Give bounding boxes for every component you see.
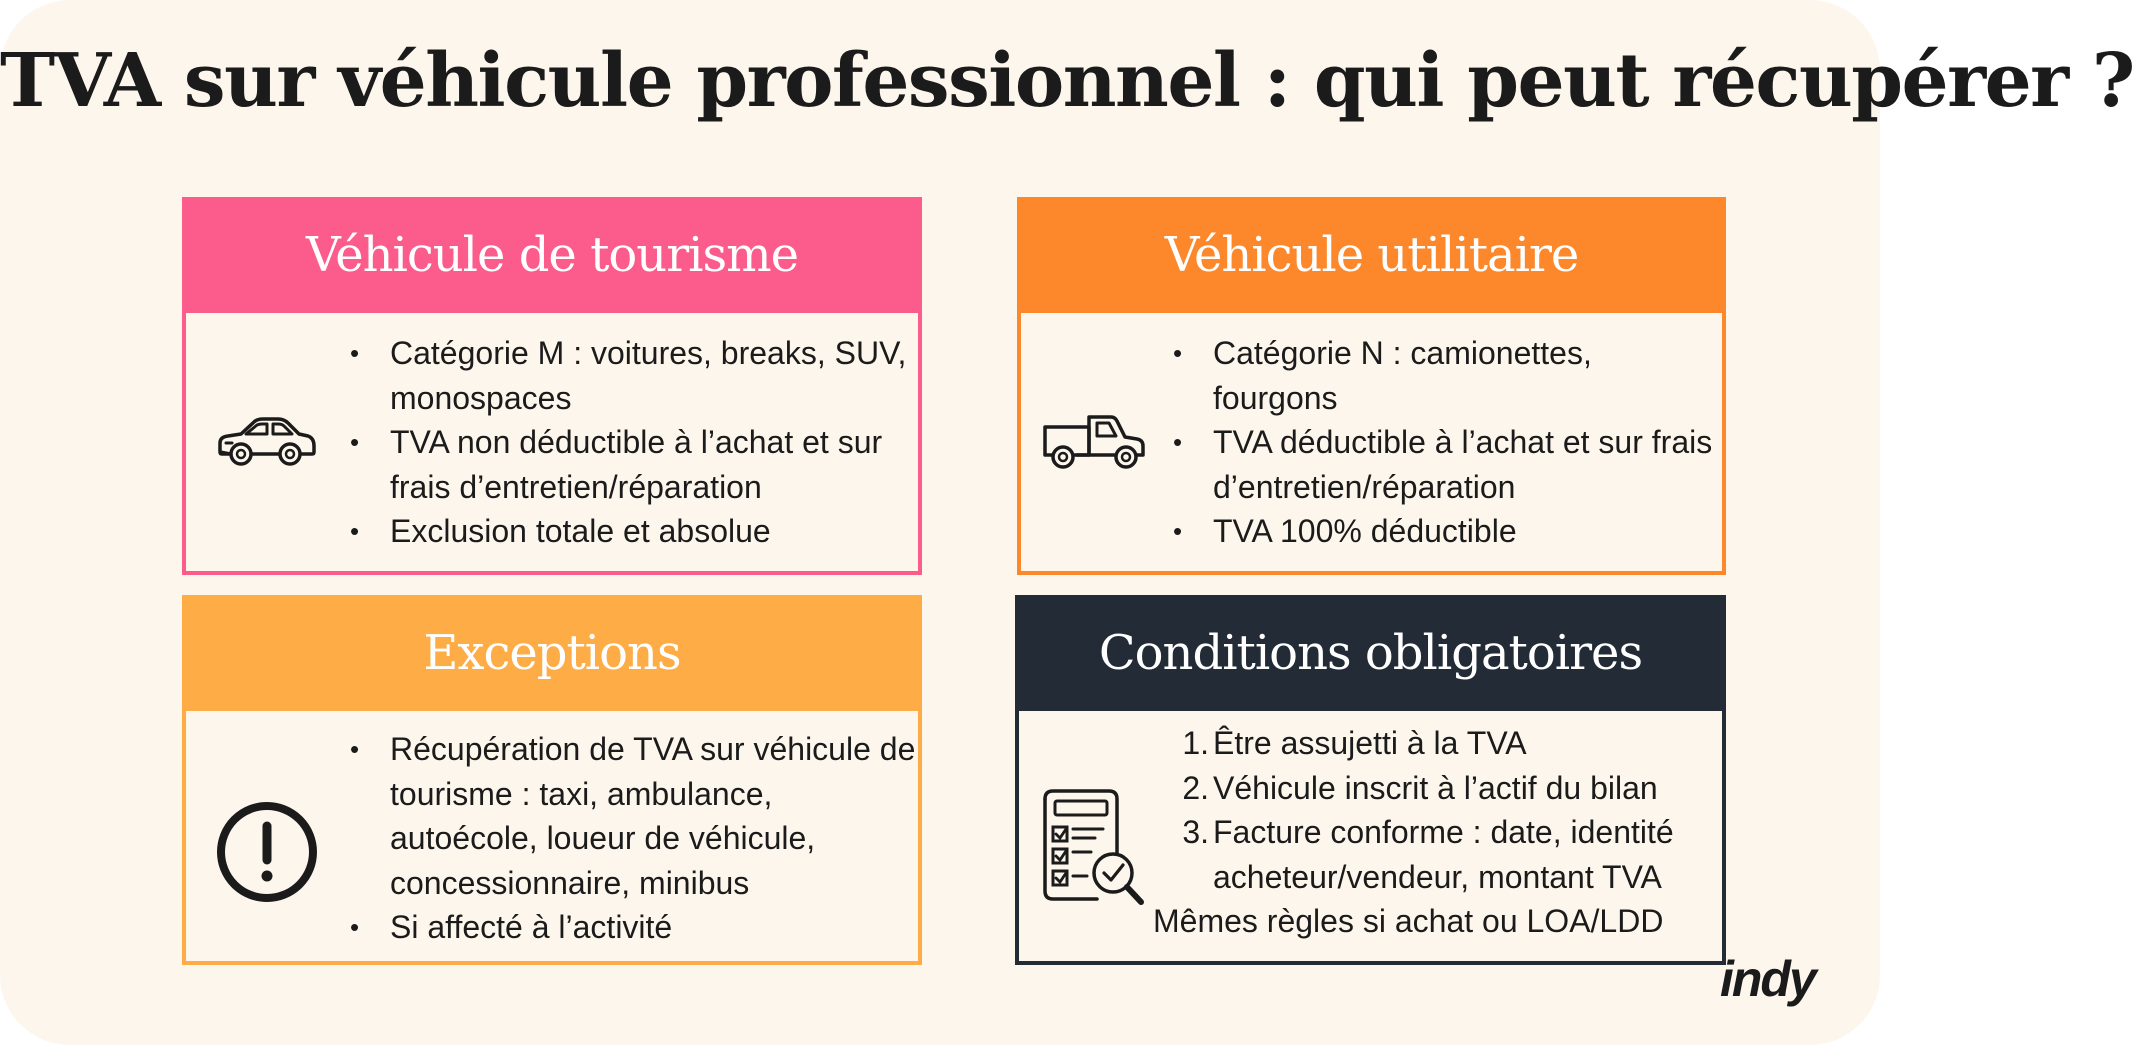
brand-logo: indy	[1720, 951, 1815, 1007]
list-item: 1. Être assujetti à la TVA	[1182, 725, 1527, 761]
card-utilitaire-title: Véhicule utilitaire	[1164, 227, 1579, 283]
card-utilitaire-header	[1017, 197, 1726, 313]
card-utilitaire	[1017, 197, 1726, 575]
card-conditions-title: Conditions obligatoires	[1098, 625, 1643, 681]
card-tourisme-title: Véhicule de tourisme	[305, 227, 799, 283]
card-tourisme	[182, 197, 922, 575]
list-item: • Catégorie M : voitures, breaks, SUV, monospaces	[350, 331, 910, 420]
car-icon	[214, 416, 318, 468]
list-item: • TVA non déductible à l’achat et sur frais d’entretien/réparation	[350, 420, 910, 509]
list-item: 2. Véhicule inscrit à l’actif du bilan	[1182, 769, 1658, 806]
list-item: • Si affecté à l’activité	[350, 905, 920, 950]
card-tourisme-header	[182, 197, 922, 313]
list-item: • Récupération de TVA sur véhicule de tourisme : taxi, ambulance, autoécole, loueur de véhicule, concessionnaire, minibus	[350, 727, 920, 905]
list-item: • Catégorie N : camionettes, fourgons	[1173, 331, 1713, 420]
warning-icon	[215, 800, 319, 904]
list-item: • Exclusion totale et absolue	[350, 509, 910, 554]
card-utilitaire-list	[1173, 331, 1713, 554]
card-conditions-list	[1177, 721, 1722, 899]
page-title: TVA sur véhicule professionnel : qui peut récupérer ?	[0, 38, 2134, 124]
truck-icon	[1041, 413, 1149, 473]
card-exceptions-header	[182, 595, 922, 711]
list-item: • TVA 100% déductible	[1173, 509, 1713, 554]
card-exceptions-list	[350, 727, 920, 950]
card-conditions-header	[1015, 595, 1726, 711]
card-exceptions-title: Exceptions	[423, 625, 681, 681]
list-item: 3. Facture conforme : date, identité acheteur/vendeur, montant TVA	[1182, 814, 1674, 895]
card-tourisme-list	[350, 331, 910, 554]
conditions-note: Mêmes règles si achat ou LOA/LDD	[1153, 903, 1664, 939]
checklist-icon	[1041, 787, 1149, 907]
card-exceptions	[182, 595, 922, 965]
card-conditions	[1015, 595, 1726, 965]
list-item: • TVA déductible à l’achat et sur frais d’entretien/réparation	[1173, 420, 1713, 509]
